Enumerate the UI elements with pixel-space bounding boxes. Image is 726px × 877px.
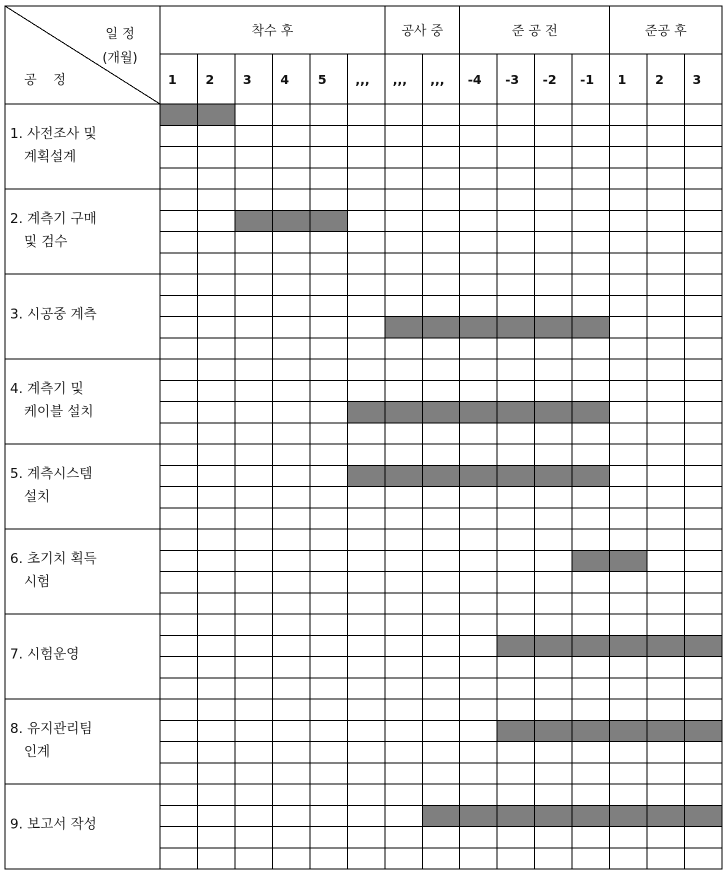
task-label-1-line2: 계획설계 [24, 149, 77, 165]
column-label-13: 1 [617, 72, 627, 87]
task-label-4: 4. 계측기 및 [10, 381, 84, 397]
column-label-4: 4 [280, 72, 290, 87]
schedule-bar-5 [347, 465, 609, 486]
column-label-1: 1 [168, 72, 177, 87]
schedule-bar-4 [347, 402, 609, 423]
column-label-10: -3 [505, 72, 520, 87]
phase-label-4: 준공 후 [644, 24, 687, 39]
phase-label-1: 착수 후 [251, 24, 294, 39]
corner-schedule-label: 일 정 [105, 27, 135, 42]
column-label-14: 2 [655, 72, 664, 87]
phase-label-2: 공사 중 [401, 24, 444, 39]
phase-label-3: 준 공 전 [511, 24, 558, 39]
column-label-6: ,,, [355, 72, 370, 87]
corner-unit-label: (개월) [102, 51, 138, 66]
task-label-2: 2. 계측기 구매 [10, 211, 97, 227]
task-label-9: 9. 보고서 작성 [10, 816, 97, 833]
column-label-7: ,,, [392, 72, 408, 87]
task-label-4-line2: 케이블 설치 [24, 404, 94, 420]
column-label-8: ,,, [430, 72, 445, 87]
column-label-3: 3 [242, 72, 252, 87]
task-label-8-line2: 인계 [24, 744, 51, 760]
column-label-15: 3 [692, 72, 702, 87]
column-label-12: -1 [580, 72, 595, 87]
task-label-6-line2: 시험 [24, 574, 51, 590]
task-label-2-line2: 및 검수 [24, 234, 68, 250]
task-label-6: 6. 초기치 획득 [10, 551, 97, 567]
task-label-8: 8. 유지관리팀 [10, 721, 93, 737]
task-label-5: 5. 계측시스템 [10, 466, 93, 482]
schedule-bar-2 [235, 210, 347, 231]
task-label-7: 7. 시험운영 [10, 646, 80, 663]
task-label-1: 1. 사전조사 및 [10, 126, 97, 142]
column-label-2: 2 [205, 72, 215, 87]
corner-process-label: 공 정 [24, 73, 66, 88]
task-label-3: 3. 시공중 계측 [10, 306, 97, 323]
task-label-5-line2: 설치 [24, 489, 51, 505]
column-label-11: -2 [542, 72, 557, 87]
column-label-5: 5 [317, 72, 327, 87]
column-label-9: -4 [467, 72, 482, 87]
